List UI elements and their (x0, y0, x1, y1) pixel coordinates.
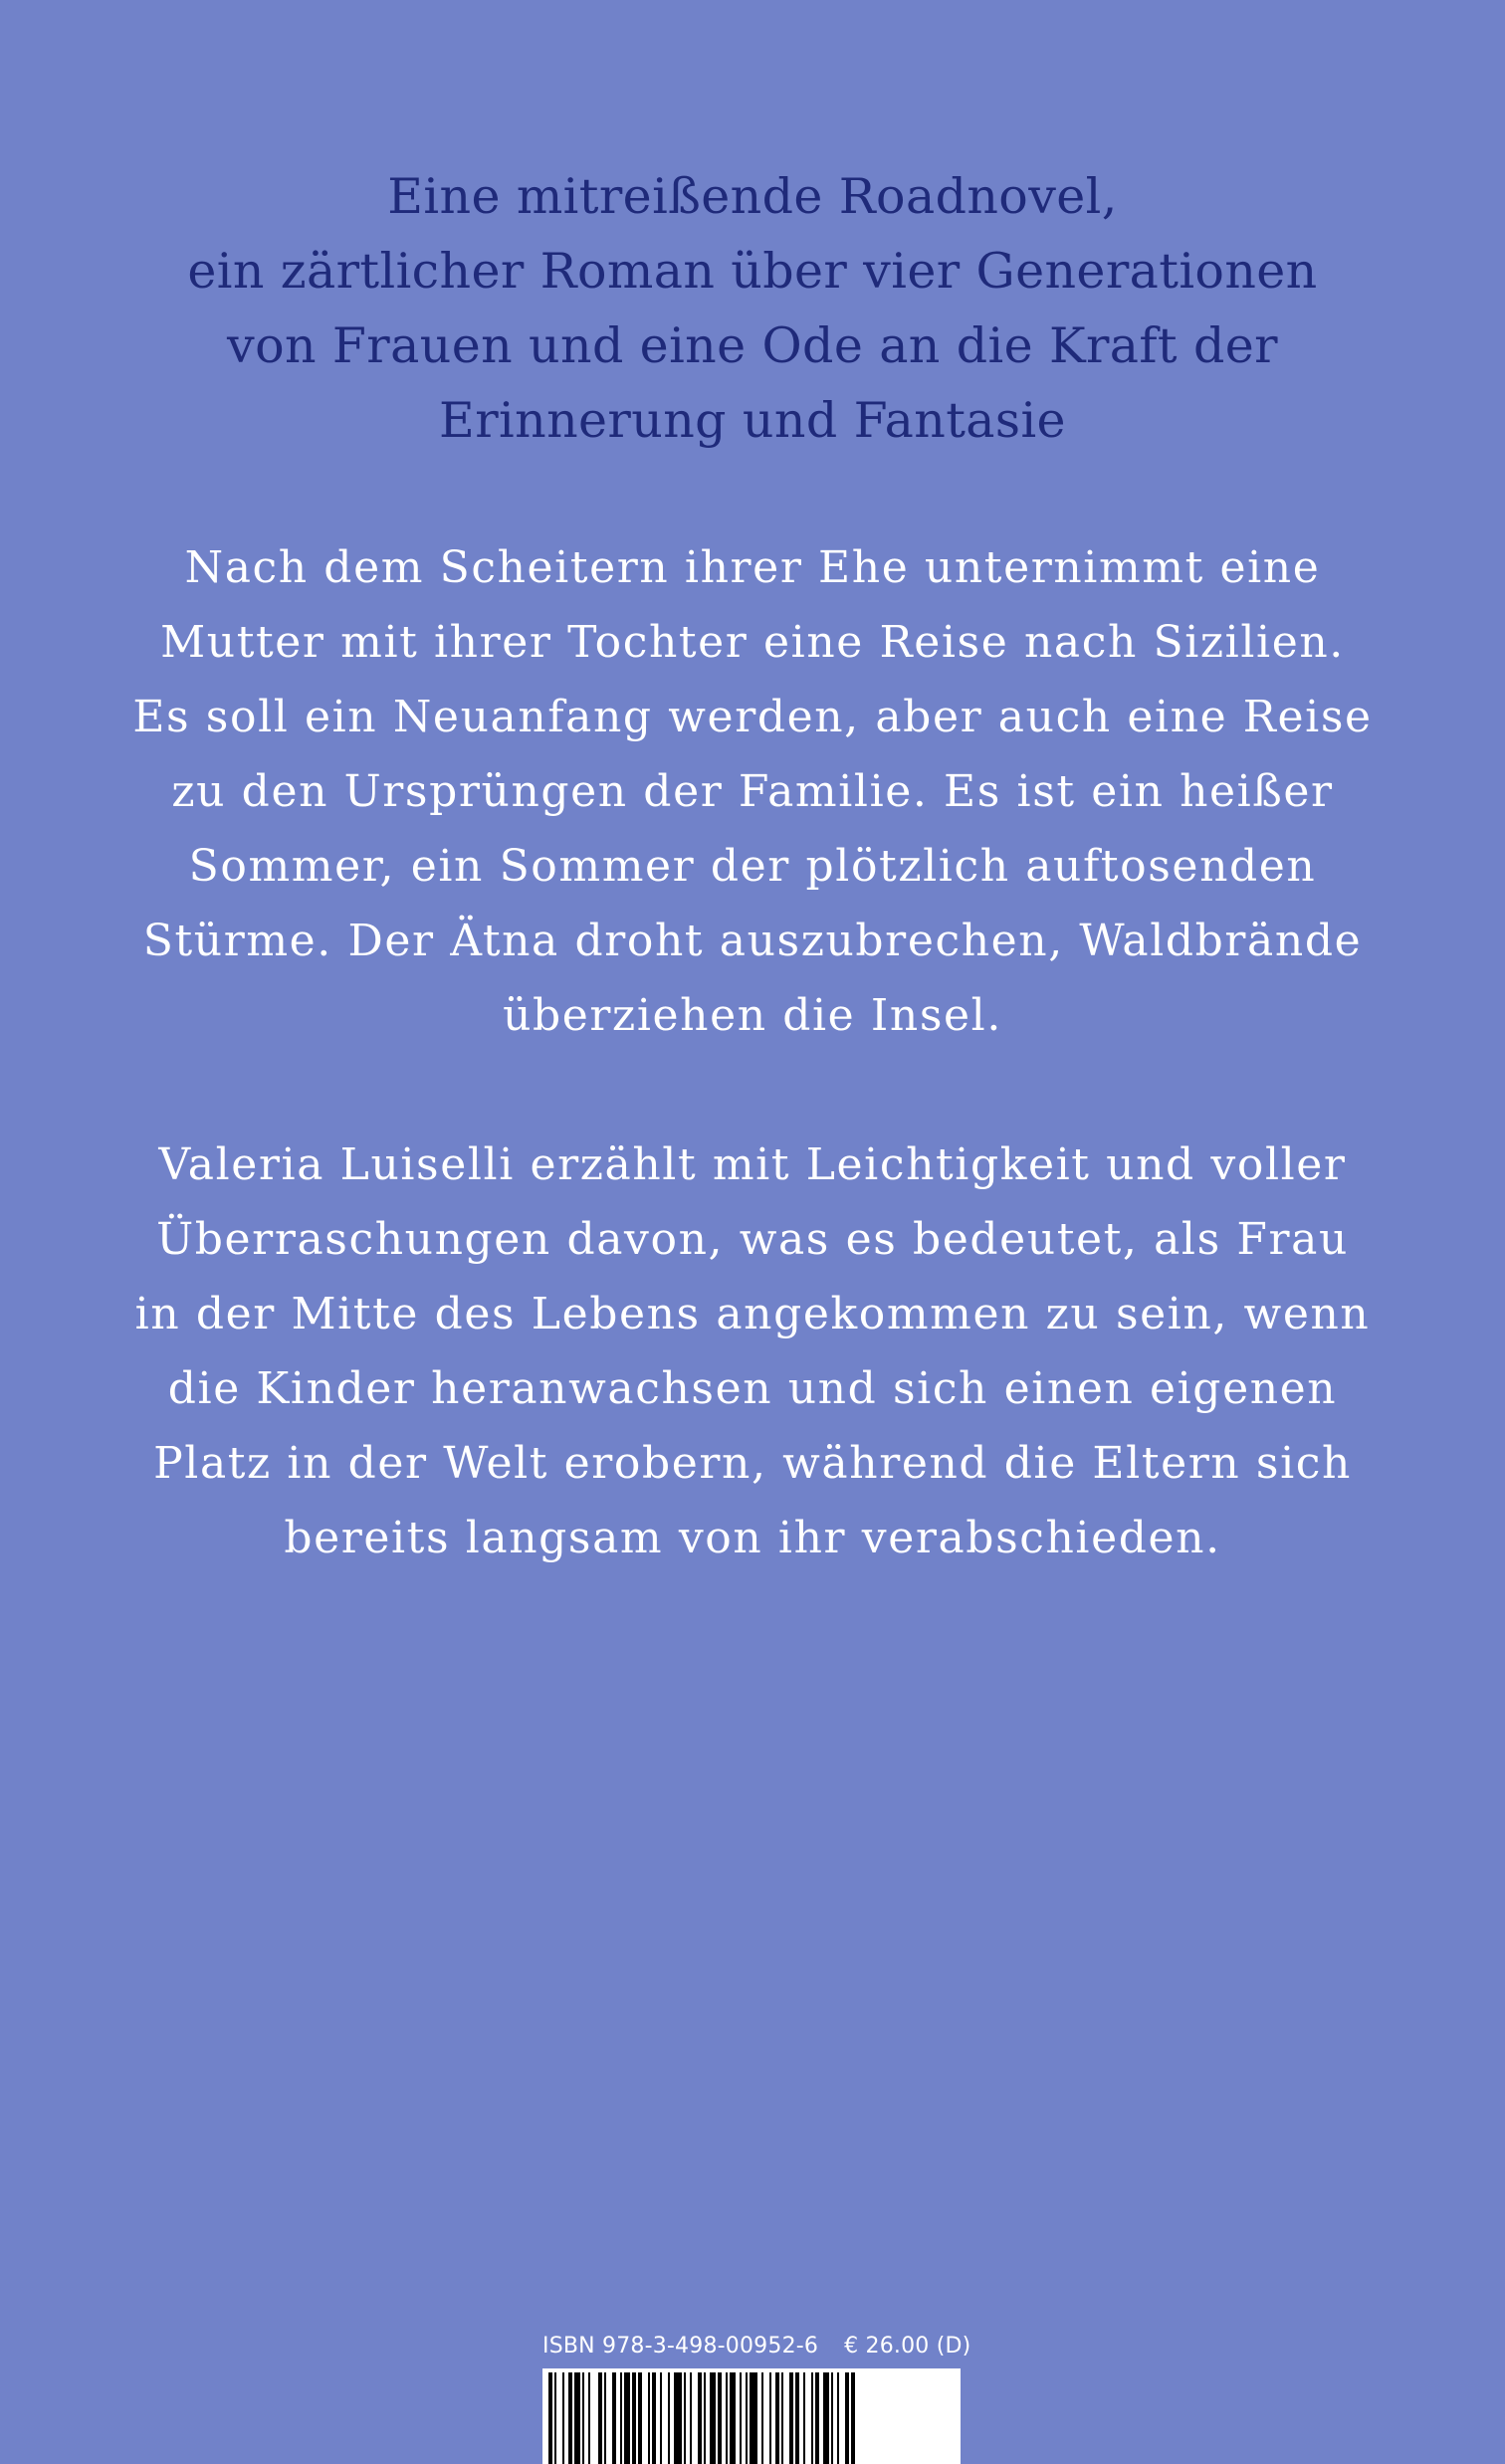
barcode-bar (582, 2372, 584, 2464)
barcode-bar (548, 2372, 552, 2464)
barcode-bar (698, 2372, 702, 2464)
blurb-line: bereits langsam von ihr verabschieden. (284, 1513, 1221, 1563)
barcode-graphic (542, 2368, 961, 2464)
blurb-line: Valeria Luiselli erzählt mit Leichtigkeit und voller (158, 1139, 1347, 1190)
barcode-bar (803, 2372, 805, 2464)
barcode-bar (690, 2372, 692, 2464)
barcode-bar (660, 2372, 662, 2464)
barcode-bars (546, 2372, 957, 2464)
blurb-line: Mutter mit ihrer Tochter eine Reise nach Sizilien. (160, 617, 1345, 668)
blurb-line: Sommer, ein Sommer der plötzlich auftosenden (188, 841, 1317, 892)
blurb-line: überziehen die Insel. (503, 990, 1002, 1041)
barcode-bar (781, 2372, 783, 2464)
headline-line: Eine mitreißende Roadnovel, (387, 168, 1118, 225)
barcode-bar (740, 2372, 742, 2464)
barcode-bar (638, 2372, 642, 2464)
blurb-line: Überraschungen davon, was es bedeutet, als Frau (156, 1214, 1349, 1265)
barcode-bar (574, 2372, 580, 2464)
barcode-bar (761, 2372, 763, 2464)
blurb-line: Stürme. Der Ätna droht auszubrechen, Waldbrände (142, 916, 1363, 966)
blurb-line: Es soll ein Neuanfang werden, aber auch eine Reise (132, 692, 1373, 742)
barcode-bar (795, 2372, 799, 2464)
barcode-bar (769, 2372, 771, 2464)
barcode-bar (632, 2372, 636, 2464)
barcode-bar (718, 2372, 722, 2464)
blurb-line: Platz in der Welt erobern, während die Eltern sich (153, 1438, 1352, 1489)
barcode-bar (831, 2372, 833, 2464)
barcode-bar (746, 2372, 748, 2464)
barcode-bar (562, 2372, 564, 2464)
barcode-bar (789, 2372, 793, 2464)
barcode-bar (604, 2372, 606, 2464)
barcode-bar (815, 2372, 819, 2464)
barcode-bar (823, 2372, 829, 2464)
blurb-paragraph-plot (0, 530, 1505, 1053)
isbn-number: ISBN 978-3-498-00952-6 (542, 2334, 819, 2359)
barcode-bar (652, 2372, 656, 2464)
barcode-bar (704, 2372, 706, 2464)
barcode-bar (730, 2372, 736, 2464)
barcode-bar (588, 2372, 590, 2464)
isbn-block (542, 2334, 971, 2359)
barcode-bar (598, 2372, 602, 2464)
barcode-bar (648, 2372, 650, 2464)
blurb-paragraph-author (0, 1128, 1505, 1575)
barcode-bar (726, 2372, 728, 2464)
blurb-line: die Kinder heranwachsen und sich einen eigenen (167, 1363, 1338, 1414)
isbn-line (542, 2334, 971, 2359)
headline-line: ein zärtlicher Roman über vier Generationen (187, 243, 1318, 300)
barcode-bar (710, 2372, 716, 2464)
blurb-line: in der Mitte des Lebens angekommen zu sein, wenn (134, 1289, 1371, 1339)
headline-line: von Frauen und eine Ode an die Kraft der (226, 317, 1278, 374)
barcode-bar (775, 2372, 779, 2464)
price-label: € 26.00 (D) (844, 2334, 971, 2359)
barcode-bar (554, 2372, 556, 2464)
barcode-bar (674, 2372, 682, 2464)
barcode-bar (684, 2372, 686, 2464)
barcode-bar (750, 2372, 757, 2464)
barcode-bar (811, 2372, 813, 2464)
headline-line: Erinnerung und Fantasie (439, 392, 1066, 449)
blurb-line: zu den Ursprüngen der Familie. Es ist ein heißer (171, 766, 1334, 817)
barcode-bar (612, 2372, 616, 2464)
blurb-line: Nach dem Scheitern ihrer Ehe unternimmt eine (184, 542, 1321, 593)
barcode-bar (845, 2372, 849, 2464)
barcode-bar (837, 2372, 839, 2464)
barcode-bar (668, 2372, 670, 2464)
headline-tagline (0, 159, 1505, 458)
barcode-bar (624, 2372, 630, 2464)
barcode-bar (568, 2372, 572, 2464)
barcode-bar (851, 2372, 855, 2464)
barcode-bar (620, 2372, 622, 2464)
